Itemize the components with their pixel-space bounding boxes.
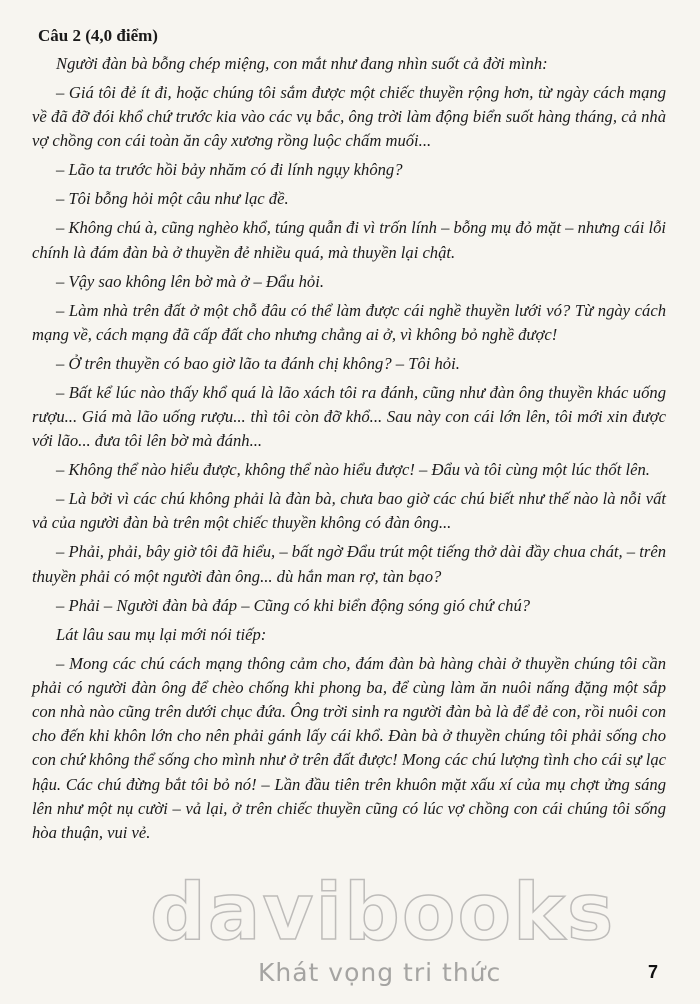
paragraph: – Vậy sao không lên bờ mà ở – Đẩu hỏi. bbox=[56, 271, 324, 291]
paragraph: – Tôi bỗng hỏi một câu như lạc đề. bbox=[56, 189, 289, 209]
watermark-logo: davibooks bbox=[150, 868, 616, 958]
passage-body bbox=[32, 52, 666, 850]
paragraph: – Không thể nào hiểu được, không thể nào hiểu được! – Đẩu và tôi cùng một lúc thốt lên. bbox=[56, 460, 650, 480]
page-number: 7 bbox=[648, 962, 659, 982]
paragraph: Người đàn bà bỗng chép miệng, con mắt như đang nhìn suốt cả đời mình: bbox=[56, 54, 548, 73]
question-heading: Câu 2 (4,0 điểm) bbox=[38, 26, 158, 45]
paragraph: Lát lâu sau mụ lại mới nói tiếp: bbox=[56, 624, 267, 644]
paragraph: – Là bởi vì các chú không phải là đàn bà, chưa bao giờ các chú biết như thế nào là nỗi vất vả của người đàn bà trên một chiếc thuyền không có đàn ông... bbox=[32, 489, 666, 533]
paragraph: – Mong các chú cách mạng thông cảm cho, đám đàn bà hàng chài ở thuyền chúng tôi cần phải có người đàn ông để chèo chống khi phong ba, để cùng làm ăn nuôi nấng đặng một sắp con nhà nào cũng trên dưới chục đứa. Ông trời sinh ra người đàn bà là để đẻ con, rồi nuôi con cho đến khi khôn lớn cho nên phải gánh lấy cái khổ. Đàn bà ở thuyền chúng tôi phải sống cho con chứ không thể sống cho mình như ở trên đất được! Mong các chú lượng tình cho cái sự lạc hậu. Các chú đừng bắt tôi bỏ nó! – Lần đầu tiên trên khuôn mặt xấu xí của mụ chợt ửng sáng lên như một nụ cười – vả lại, ở trên chiếc thuyền cũng có lúc vợ chồng con cái chúng tôi sống hòa thuận, vui vẻ. bbox=[32, 653, 666, 843]
paragraph: – Phải – Người đàn bà đáp – Cũng có khi biển động sóng gió chứ chú? bbox=[56, 595, 531, 615]
paragraph: – Ở trên thuyền có bao giờ lão ta đánh chị không? – Tôi hỏi. bbox=[56, 353, 460, 373]
paragraph: – Làm nhà trên đất ở một chỗ đâu có thể làm được cái nghề thuyền lưới vó? Từ ngày cách mạng về, cách mạng đã cấp đất cho nhưng chẳng ai ở, vì không bỏ nghề được! bbox=[32, 300, 666, 344]
paragraph: – Bất kể lúc nào thấy khổ quá là lão xách tôi ra đánh, cũng như đàn ông thuyền khác uống rượu... Giá mà lão uống rượu... thì tôi còn đỡ khổ... Sau này con cái lớn lên, tôi mới xin được với lão... đưa tôi lên bờ mà đánh... bbox=[32, 382, 666, 451]
watermark-tagline: Khát vọng tri thức bbox=[258, 958, 502, 987]
paragraph: – Lão ta trước hồi bảy nhăm có đi lính ngụy không? bbox=[56, 160, 403, 180]
paragraph: – Giá tôi đẻ ít đi, hoặc chúng tôi sắm được một chiếc thuyền rộng hơn, từ ngày cách mạng về đã đỡ đói khổ chứ trước kia vào các vụ bắc, ông trời làm động biển suốt hàng tháng, cả nhà vợ chồng con cái toàn ăn cây xương rồng luộc chấm muối... bbox=[32, 83, 666, 151]
paragraph: – Phải, phải, bây giờ tôi đã hiểu, – bất ngờ Đẩu trút một tiếng thở dài đầy chua chát, – trên thuyền phải có một người đàn ông... dù hắn man rợ, tàn bạo? bbox=[32, 542, 666, 586]
paragraph: – Không chú à, cũng nghèo khổ, túng quẫn đi vì trốn lính – bỗng mụ đỏ mặt – nhưng cái lỗi chính là đám đàn bà ở thuyền đẻ nhiều quá, mà thuyền lại chật. bbox=[32, 218, 666, 262]
